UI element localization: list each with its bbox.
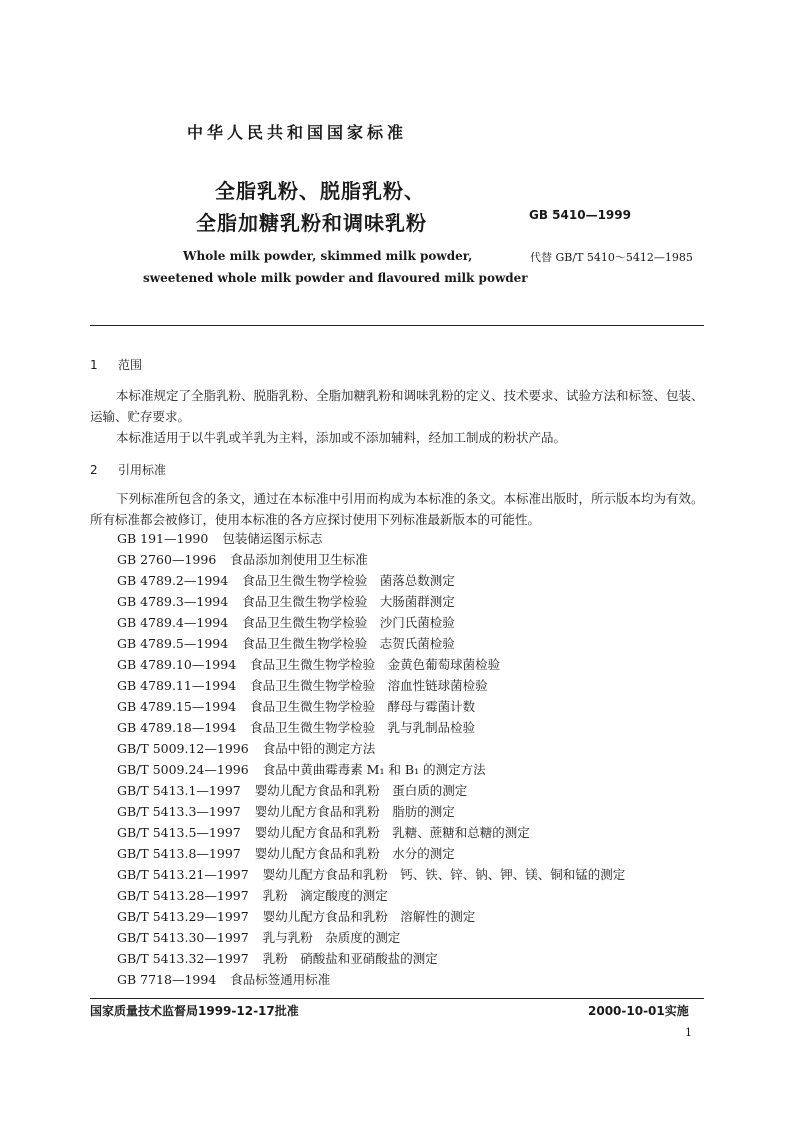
- reference-code: GB 4789.18—1994: [117, 720, 237, 735]
- standard-number: GB 5410—1999: [529, 208, 631, 222]
- reference-title: 食品添加剂使用卫生标准: [230, 552, 368, 567]
- reference-title: 食品卫生微生物学检验 金黄色葡萄球菌检验: [250, 657, 501, 672]
- national-standard-heading: 中华人民共和国国家标准: [187, 123, 408, 142]
- reference-code: GB 4789.3—1994: [117, 594, 229, 609]
- reference-code: GB 4789.10—1994: [117, 657, 237, 672]
- reference-list: [117, 528, 625, 990]
- approval-note: 国家质量技术监督局1999-12-17批准: [90, 1004, 299, 1018]
- section-1-heading: [90, 356, 142, 373]
- english-title-line-2: sweetened whole milk powder and flavoured milk powder: [143, 271, 528, 285]
- reference-title: 婴幼儿配方食品和乳粉 钙、铁、锌、钠、钾、镁、铜和锰的测定: [262, 867, 626, 882]
- reference-title: 食品中黄曲霉毒素 M₁ 和 B₁ 的测定方法: [262, 762, 486, 777]
- reference-item: [117, 633, 625, 654]
- reference-title: 婴幼儿配方食品和乳粉 水分的测定: [254, 846, 455, 861]
- reference-title: 包装储运图示标志: [222, 531, 323, 546]
- reference-title: 食品卫生微生物学检验 酵母与霉菌计数: [250, 699, 476, 714]
- reference-title: 婴幼儿配方食品和乳粉 乳糖、蔗糖和总糖的测定: [254, 825, 530, 840]
- reference-code: GB 2760—1996: [117, 552, 217, 567]
- reference-item: [117, 570, 625, 591]
- reference-code: GB/T 5413.28—1997: [117, 888, 249, 903]
- reference-item: [117, 822, 625, 843]
- reference-title: 食品中铅的测定方法: [262, 741, 376, 756]
- reference-title: 食品标签通用标准: [230, 972, 331, 987]
- reference-item: [117, 759, 625, 780]
- reference-title: 婴幼儿配方食品和乳粉 脂肪的测定: [254, 804, 455, 819]
- page-number: 1: [685, 1026, 692, 1039]
- reference-item: [117, 738, 625, 759]
- reference-item: [117, 801, 625, 822]
- reference-item: [117, 528, 625, 549]
- section-1-paragraph-1: 本标准规定了全脂乳粉、脱脂乳粉、全脂加糖乳粉和调味乳粉的定义、技术要求、试验方法和标签、包装、运输、贮存要求。: [90, 388, 704, 424]
- reference-item: [117, 927, 625, 948]
- reference-item: [117, 675, 625, 696]
- english-title-line-1: Whole milk powder, skimmed milk powder,: [183, 249, 473, 263]
- section-1-paragraph-2: 本标准适用于以牛乳或羊乳为主料，添加或不添加辅料，经加工制成的粉状产品。: [116, 430, 567, 445]
- reference-code: GB 4789.15—1994: [117, 699, 237, 714]
- reference-code: GB 4789.11—1994: [117, 678, 237, 693]
- section-2-number: 2: [90, 463, 98, 477]
- reference-title: 婴幼儿配方食品和乳粉 蛋白质的测定: [254, 783, 468, 798]
- reference-item: [117, 843, 625, 864]
- reference-title: 食品卫生微生物学检验 菌落总数测定: [242, 573, 455, 588]
- reference-item: [117, 696, 625, 717]
- section-2-heading: [90, 461, 166, 478]
- reference-item: [117, 864, 625, 885]
- reference-code: GB/T 5009.12—1996: [117, 741, 249, 756]
- reference-item: [117, 969, 625, 990]
- reference-code: GB/T 5009.24—1996: [117, 762, 249, 777]
- title-line-1: 全脂乳粉、脱脂乳粉、: [215, 179, 425, 203]
- reference-item: [117, 591, 625, 612]
- reference-item: [117, 906, 625, 927]
- reference-code: GB 4789.2—1994: [117, 573, 229, 588]
- reference-title: 乳粉 滴定酸度的测定: [262, 888, 388, 903]
- reference-title: 食品卫生微生物学检验 大肠菌群测定: [242, 594, 455, 609]
- header-divider: [90, 325, 704, 326]
- reference-item: [117, 549, 625, 570]
- reference-title: 食品卫生微生物学检验 沙门氏菌检验: [242, 615, 455, 630]
- reference-item: [117, 885, 625, 906]
- reference-code: GB/T 5413.1—1997: [117, 783, 241, 798]
- reference-code: GB/T 5413.32—1997: [117, 951, 249, 966]
- footer-divider: [90, 998, 704, 999]
- reference-code: GB/T 5413.8—1997: [117, 846, 241, 861]
- title-line-2: 全脂加糖乳粉和调味乳粉: [196, 211, 427, 235]
- reference-code: GB 191—1990: [117, 531, 209, 546]
- reference-code: GB 4789.4—1994: [117, 615, 229, 630]
- reference-title: 食品卫生微生物学检验 志贺氏菌检验: [242, 636, 455, 651]
- reference-code: GB 7718—1994: [117, 972, 217, 987]
- section-1-title: 范围: [118, 358, 143, 372]
- implementation-date: 2000-10-01实施: [588, 1004, 689, 1018]
- section-2-title: 引用标准: [118, 463, 167, 477]
- reference-item: [117, 612, 625, 633]
- reference-code: GB/T 5413.21—1997: [117, 867, 249, 882]
- reference-code: GB/T 5413.29—1997: [117, 909, 249, 924]
- section-1-number: 1: [90, 358, 98, 372]
- reference-code: GB 4789.5—1994: [117, 636, 229, 651]
- reference-title: 食品卫生微生物学检验 乳与乳制品检验: [250, 720, 476, 735]
- reference-title: 乳粉 硝酸盐和亚硝酸盐的测定: [262, 951, 438, 966]
- reference-title: 乳与乳粉 杂质度的测定: [262, 930, 401, 945]
- reference-code: GB/T 5413.30—1997: [117, 930, 249, 945]
- reference-item: [117, 717, 625, 738]
- reference-code: GB/T 5413.5—1997: [117, 825, 241, 840]
- reference-title: 食品卫生微生物学检验 溶血性链球菌检验: [250, 678, 488, 693]
- reference-item: [117, 780, 625, 801]
- reference-code: GB/T 5413.3—1997: [117, 804, 241, 819]
- replaces-standard: 代替 GB/T 5410～5412—1985: [530, 251, 693, 264]
- reference-item: [117, 948, 625, 969]
- reference-item: [117, 654, 625, 675]
- reference-title: 婴幼儿配方食品和乳粉 溶解性的测定: [262, 909, 476, 924]
- section-2-intro: 下列标准所包含的条文，通过在本标准中引用而构成为本标准的条文。本标准出版时，所示版本均为有效。所有标准都会被修订，使用本标准的各方应探讨使用下列标准最新版本的可能性。: [90, 491, 704, 527]
